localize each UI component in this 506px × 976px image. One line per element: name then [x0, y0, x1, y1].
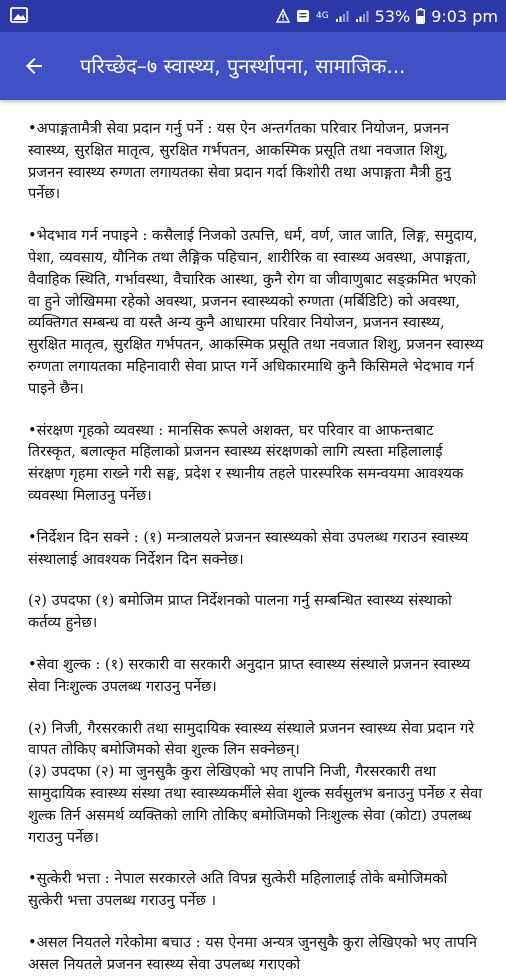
article-body[interactable] — [28, 118, 484, 973]
battery-icon — [416, 8, 425, 24]
signal-icon — [335, 9, 349, 23]
status-bar — [0, 0, 506, 32]
paragraph: (३) उपदफा (२) मा जुनसुकै कुरा लेखिएको भए तापनि निजी, गैरसरकारी तथा सामुदायिक स्वास्थ्य संस्था तथा स्वास्थ्यकर्मीले सेवा शुल्क सर्वसुलभ बनाउनु पर्नेछ र सेवा शुल्क तिर्न असमर्थ व्यक्तिको लागि तोकिए बमोजिमको निःशुल्क सेवा (कोटा) उपलब्ध गराउनु पर्नेछ। — [28, 763, 483, 846]
paragraph: (२) निजी, गैरसरकारी तथा सामुदायिक स्वास्थ्य संस्थाले प्रजनन स्वास्थ्य सेवा प्रदान गरे वापत तोकिए बमोजिमको सेवा शुल्क लिन सक्नेछन्। — [28, 719, 475, 759]
clock: 9:03 pm — [431, 6, 498, 26]
paragraph: •संरक्षण गृहको व्यवस्था : मानसिक रूपले अशक्त, घर परिवार वा आफन्तबाट तिरस्कृत, बलात्कृत महिलाको प्रजनन स्वास्थ्य संरक्षणको लागि त्यस्ता महिलालाई संरक्षण गृहमा राख्ने गरी सङ्घ, प्रदेश र स्थानीय तहले पारस्परिक समन्वयमा आवश्यक व्यवस्था मिलाउनु पर्नेछ। — [28, 421, 464, 504]
battery-percent: 53% — [374, 6, 411, 26]
paragraph: •अपाङ्गतामैत्री सेवा प्रदान गर्नु पर्ने : यस ऐन अन्तर्गतका परिवार नियोजन, प्रजनन स्वास्थ्य, सुरक्षित मातृत्व, सुरक्षित गर्भपतन, आकस्मिक प्रसूति तथा नवजात शिशु, प्रजनन स्वास्थ्य रुग्णता लगायतका सेवा प्रदान गर्दा किशोरी तथा अपाङ्गता मैत्री हुनु पर्नेछ। — [28, 120, 451, 203]
paragraph: •असल नियतले गरेकोमा बचाउ : यस ऐनमा अन्यत्र जुनसुकै कुरा लेखिएको भए तापनि असल नियतले प्रजनन स्वास्थ्य सेवा उपलब्ध गराएको — [28, 933, 477, 973]
network-4g-icon: 4G — [315, 10, 329, 21]
paragraph: •सेवा शुल्क : (१) सरकारी वा सरकारी अनुदान प्राप्त स्वास्थ्य संस्थाले प्रजनन स्वास्थ्य सेवा निःशुल्क उपलब्ध गराउनु पर्नेछ। — [28, 655, 471, 695]
alert-triangle-icon — [276, 9, 290, 23]
back-button[interactable] — [14, 46, 54, 86]
paragraph: (२) उपदफा (१) बमोजिम प्राप्त निर्देशनको पालना गर्नु सम्बन्धित स्वास्थ्य संस्थाको कर्तव्य हुनेछ। — [28, 592, 452, 632]
page-title: परिच्छेद–७ स्वास्थ्य, पुनर्स्थापना, सामाजिक... — [80, 54, 406, 78]
status-icons — [276, 0, 498, 32]
signal-icon — [355, 9, 369, 23]
image-icon — [10, 6, 28, 24]
arrow-left-icon — [22, 54, 46, 78]
app-bar — [0, 32, 506, 100]
paragraph: •सुत्केरी भत्ता : नेपाल सरकारले अति विपन्न सुत्केरी महिलालाई तोके बमोजिमको सुत्केरी भत्ता उपलब्ध गराउनु पर्नेछ । — [28, 870, 448, 910]
paragraph: •निर्देशन दिन सक्ने : (१) मन्त्रालयले प्रजनन स्वास्थ्यको सेवा उपलब्ध गराउन स्वास्थ्य संस्थालाई आवश्यक निर्देशन दिन सक्नेछ। — [28, 528, 469, 568]
paragraph: •भेदभाव गर्न नपाइने : कसैलाई निजको उत्पत्ति, धर्म, वर्ण, जात जाति, लिङ्ग, समुदाय, पेशा, व्यवसाय, यौनिक तथा लैङ्गिक पहिचान, शारीरिक वा स्वास्थ्य अवस्था, अपाङ्गता, वैवाहिक स्थिति, गर्भावस्था, वैचारिक आस्था, कुनै रोग वा जीवाणुबाट सङ्क्रमित भएको वा हुने जोखिममा रहेको अवस्था, प्रजनन स्वास्थ्यको रुग्णता (मर्बिडिटि) को अवस्था, व्यक्तिगत सम्बन्ध वा यस्तै अन्य कुनै आधारमा परिवार नियोजन, प्रजनन स्वास्थ्य, सुरक्षित मातृत्व, सुरक्षित गर्भपतन, आकस्मिक प्रसूति तथा नवजात शिशु, प्रजनन स्वास्थ्य रुग्णता लगायतका महिनावारी सेवा प्राप्त गर्ने अधिकारमाथि कुनै किसिमले भेदभाव गर्न पाइने छैन। — [28, 227, 484, 397]
translate-icon — [296, 9, 310, 23]
